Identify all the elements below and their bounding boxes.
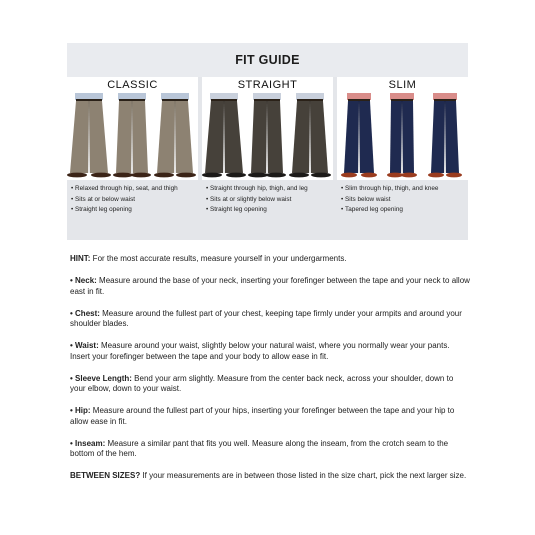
shoe-left bbox=[154, 173, 174, 178]
shoe-right bbox=[446, 173, 462, 178]
pant-leg-right bbox=[267, 101, 283, 173]
model-figure bbox=[202, 93, 246, 177]
shoe-left bbox=[289, 173, 309, 178]
hint-text: For the most accurate results, measure yourself in your undergarments. bbox=[90, 254, 347, 263]
between-sizes-paragraph bbox=[70, 471, 470, 482]
fit-label-straight: STRAIGHT bbox=[202, 77, 333, 93]
pant-leg-left bbox=[344, 101, 359, 173]
slim-pants-illustration bbox=[337, 93, 468, 180]
shirt bbox=[433, 93, 457, 100]
measurement-instructions bbox=[70, 254, 470, 493]
feature-item: • Straight through hip, thigh, and leg bbox=[206, 184, 308, 195]
shoe-right bbox=[311, 173, 331, 178]
fit-guide-panel bbox=[67, 43, 468, 240]
pant-leg-left bbox=[70, 101, 89, 173]
model-figure bbox=[289, 93, 331, 177]
pant-leg-left bbox=[251, 101, 267, 173]
instruction-label: • Sleeve Length: bbox=[70, 373, 132, 383]
instruction-label: • Waist: bbox=[70, 341, 99, 351]
straight-pants-illustration bbox=[202, 93, 333, 180]
fit-column-straight bbox=[202, 77, 333, 240]
hip-instruction bbox=[70, 406, 470, 427]
straight-fit-features bbox=[206, 184, 308, 216]
instruction-label: • Hip: bbox=[70, 406, 91, 416]
shoe-right bbox=[131, 173, 151, 178]
pant-leg-right bbox=[132, 101, 148, 173]
instruction-text: Measure around the fullest part of your chest, keeping tape firmly under your armpits and around your shoulder blades. bbox=[70, 308, 462, 329]
fit-label-classic: CLASSIC bbox=[67, 77, 198, 93]
shirt bbox=[210, 93, 238, 100]
feature-item: • Relaxed through hip, seat, and thigh bbox=[71, 184, 178, 195]
instruction-text: Bend your arm slightly. Measure from the center back neck, across your shoulder, down to your elbow, down to your waist. bbox=[70, 373, 454, 394]
classic-fit-photo bbox=[67, 93, 198, 180]
shoe-right bbox=[361, 173, 377, 178]
model-figure bbox=[67, 93, 111, 177]
pant-leg-left bbox=[390, 101, 402, 173]
pant-leg-left bbox=[205, 101, 224, 173]
waist-instruction bbox=[70, 341, 470, 362]
shoe-left bbox=[387, 173, 403, 178]
pant-leg-left bbox=[116, 101, 132, 173]
between-sizes-text: If your measurements are in between those listed in the size chart, pick the next larger size. bbox=[140, 471, 467, 481]
pant-leg-right bbox=[402, 101, 414, 173]
instruction-text: Measure around your waist, slightly below your natural waist, where you normally wear your pants. Insert your forefinger between the tape and your body to allow ease in fit. bbox=[70, 341, 450, 361]
pant-leg-right bbox=[175, 101, 193, 173]
shoe-right bbox=[176, 173, 196, 178]
sleeve-length-instruction bbox=[70, 374, 470, 395]
fit-column-slim bbox=[337, 77, 468, 240]
shirt bbox=[390, 93, 414, 100]
pant-leg-right bbox=[310, 101, 328, 173]
pant-leg-right bbox=[445, 101, 459, 173]
model-figure bbox=[387, 93, 417, 177]
fit-label-slim: SLIM bbox=[337, 77, 468, 93]
inseam-instruction bbox=[70, 439, 470, 460]
feature-item: • Sits below waist bbox=[341, 195, 438, 206]
feature-item: • Tapered leg opening bbox=[341, 205, 438, 216]
feature-item: • Straight leg opening bbox=[206, 205, 308, 216]
slim-fit-features bbox=[341, 184, 438, 216]
shirt bbox=[296, 93, 324, 100]
shoe-right bbox=[266, 173, 286, 178]
shoe-left bbox=[428, 173, 444, 178]
shirt bbox=[347, 93, 371, 100]
feature-item: • Sits at or slightly below waist bbox=[206, 195, 308, 206]
shoe-right bbox=[91, 173, 111, 178]
classic-fit-features bbox=[71, 184, 178, 216]
pant-leg-right bbox=[89, 101, 108, 173]
feature-item: • Sits at or below waist bbox=[71, 195, 178, 206]
hint-label: HINT: bbox=[70, 254, 91, 263]
instruction-text: Measure around the base of your neck, inserting your forefinger between the tape and your neck to allow east in fit. bbox=[70, 275, 470, 296]
instruction-label: • Neck: bbox=[70, 275, 97, 285]
instruction-label: • Chest: bbox=[70, 308, 100, 318]
fit-column-classic bbox=[67, 77, 198, 240]
shoe-left bbox=[248, 173, 268, 178]
model-figure bbox=[428, 93, 462, 177]
pant-leg-left bbox=[157, 101, 175, 173]
shirt bbox=[161, 93, 189, 100]
shirt bbox=[253, 93, 281, 100]
between-sizes-label: BETWEEN SIZES? bbox=[70, 471, 141, 481]
pant-leg-right bbox=[359, 101, 374, 173]
instruction-text: Measure around the fullest part of your hips, inserting your forefinger between the tape and your hip to allow ease in fit. bbox=[70, 406, 455, 426]
shoe-left bbox=[341, 173, 357, 178]
model-figure bbox=[154, 93, 196, 177]
shirt bbox=[75, 93, 103, 100]
shoe-right bbox=[401, 173, 417, 178]
shirt bbox=[118, 93, 146, 100]
instruction-label: • Inseam: bbox=[70, 438, 106, 448]
pant-leg-left bbox=[292, 101, 310, 173]
feature-item: • Slim through hip, thigh, and knee bbox=[341, 184, 438, 195]
shoe-right bbox=[226, 173, 246, 178]
shoe-left bbox=[202, 173, 222, 178]
model-figure bbox=[341, 93, 377, 177]
shoe-left bbox=[113, 173, 133, 178]
pant-leg-right bbox=[224, 101, 243, 173]
shoe-left bbox=[67, 173, 87, 178]
model-figure bbox=[248, 93, 286, 177]
neck-instruction bbox=[70, 276, 470, 297]
fit-guide-title: FIT GUIDE bbox=[67, 43, 468, 77]
slim-fit-photo bbox=[337, 93, 468, 180]
classic-pants-illustration bbox=[67, 93, 198, 180]
instruction-text: Measure a similar pant that fits you well. Measure along the inseam, from the crotch seam to the bottom of the hem. bbox=[70, 438, 449, 459]
feature-item: • Straight leg opening bbox=[71, 205, 178, 216]
hint-paragraph bbox=[70, 254, 470, 265]
model-figure bbox=[113, 93, 151, 177]
pant-leg-left bbox=[431, 101, 445, 173]
chest-instruction bbox=[70, 309, 470, 330]
straight-fit-photo bbox=[202, 93, 333, 180]
